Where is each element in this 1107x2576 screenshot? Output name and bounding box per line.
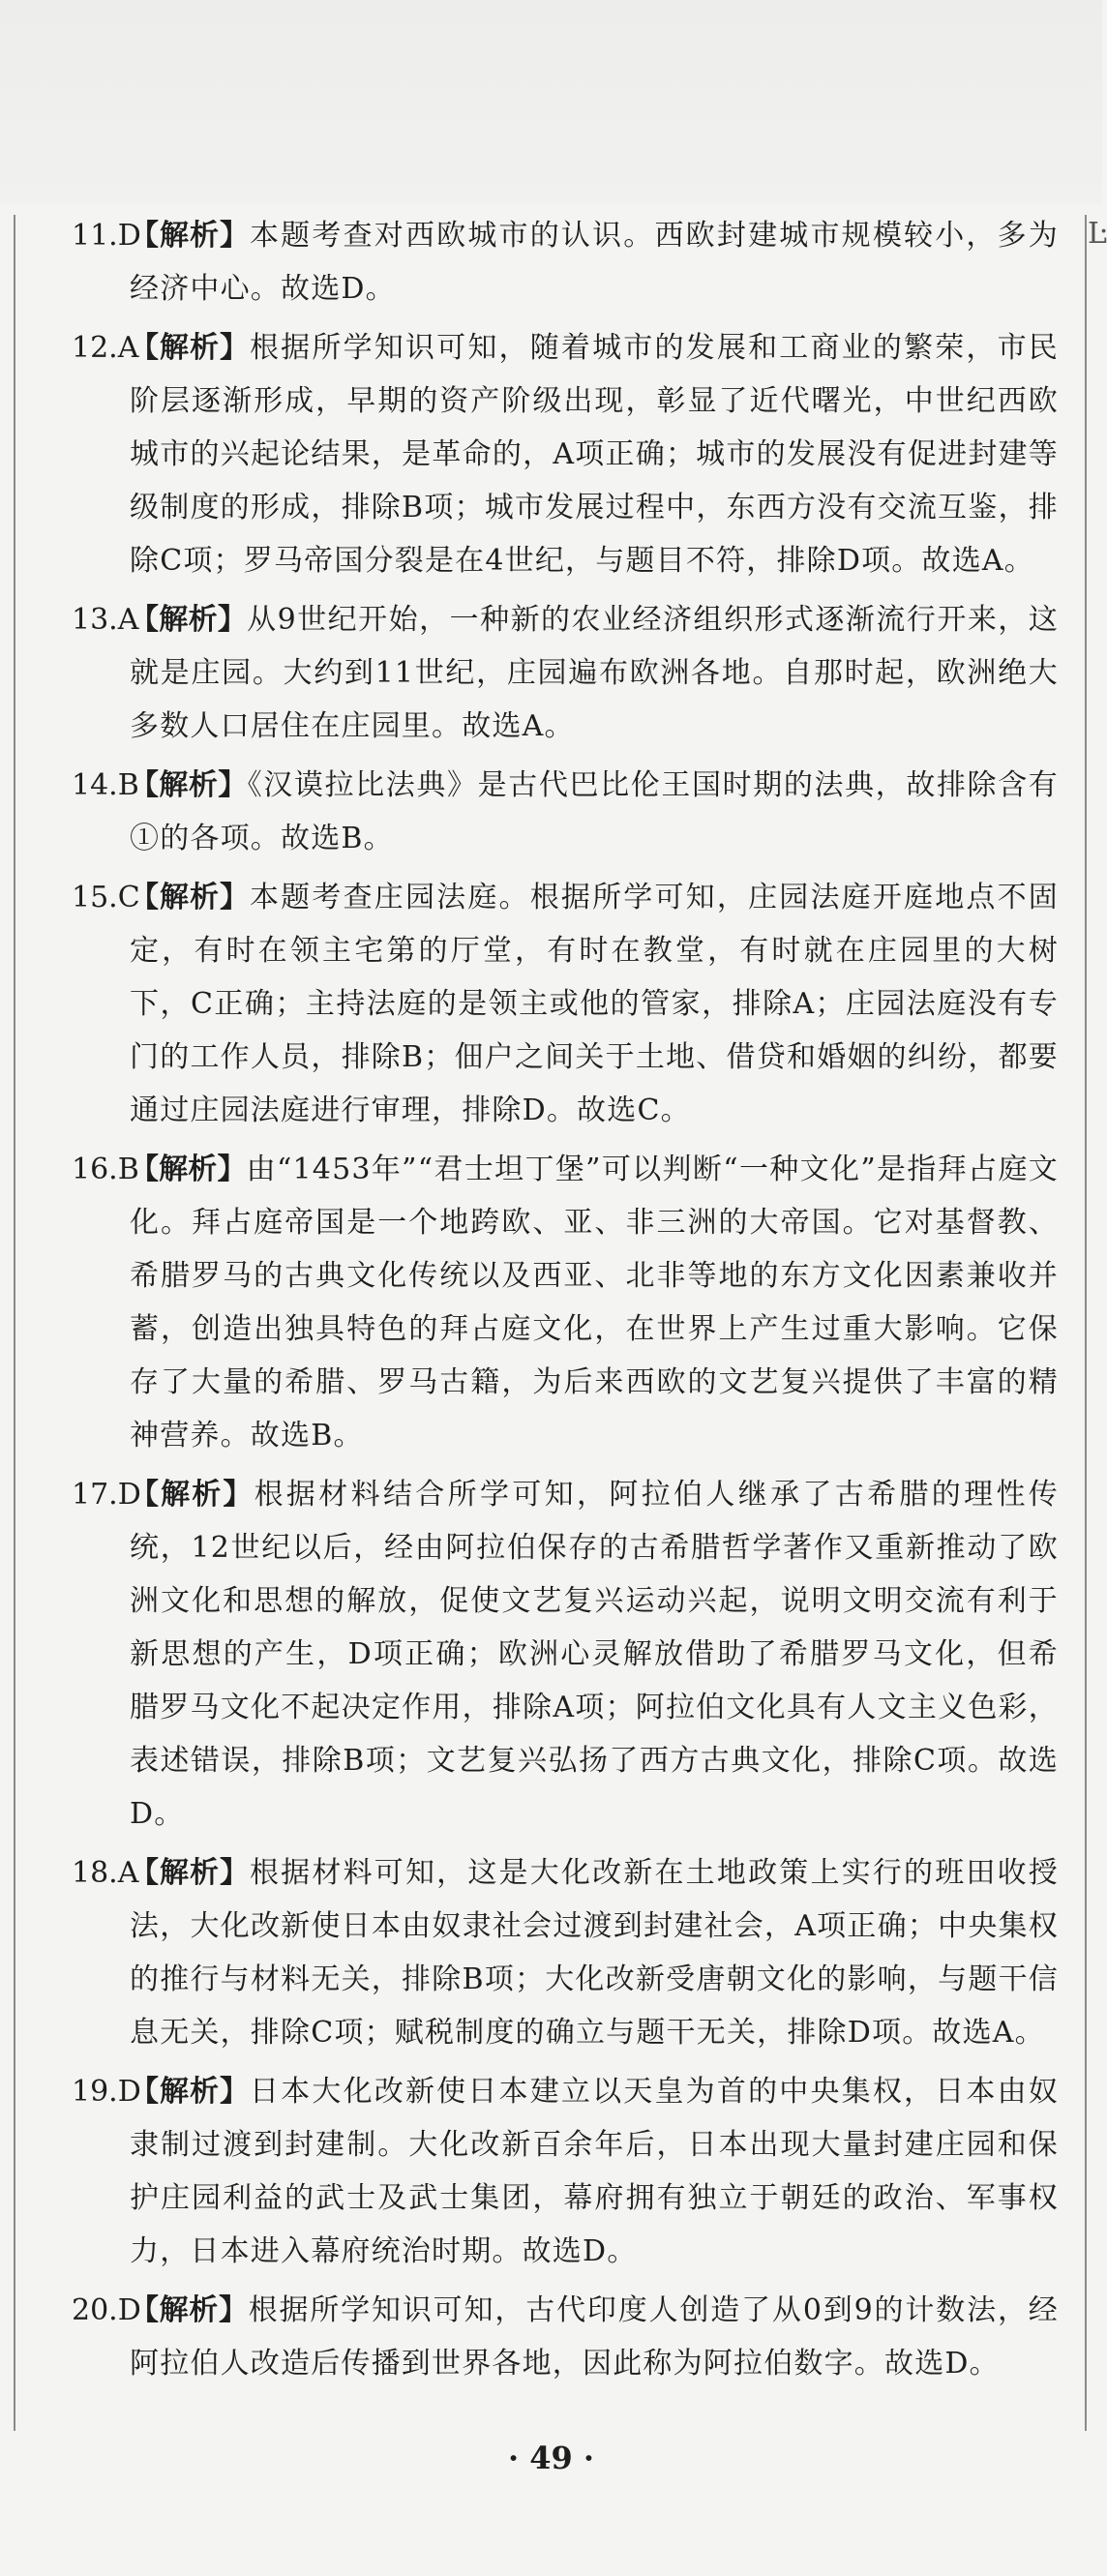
question-number: 17.D [72,1478,141,1512]
question-number: 15.C [72,881,140,914]
answer-item-15 [72,871,1059,1137]
right-margin-rule [1085,215,1087,2431]
analysis-body: 由“1453年”“君士坦丁堡”可以判断“一种文化”是指拜占庭文化。拜占庭帝国是一个地跨欧、亚、非三洲的大帝国。它对基督教、希腊罗马的古典文化传统以及西亚、北非等地的东方文化因素兼收并蓄，创造出独具特色的拜占庭文化，在世界上产生过重大影响。它保存了大量的希腊、罗马古籍，为后来西欧的文艺复兴提供了丰富的精神营养。故选B。 [130,1153,1060,1453]
question-number: 13.A [72,603,139,637]
analysis-body: 根据所学知识可知，古代印度人创造了从0到9的计数法，经阿拉伯人改造后传播到世界各地，因此称为阿拉伯数字。故选D。 [130,2293,1059,2381]
analysis-body: 《汉谟拉比法典》是古代巴比伦王国时期的法典，故排除含有①的各项。故选B。 [130,768,1060,855]
analysis-tag: 【解析】 [130,1856,250,1890]
answer-item-14 [72,759,1059,865]
analysis-body: 本题考查对西欧城市的认识。西欧封建城市规模较小，多为经济中心。故选D。 [130,219,1060,306]
left-margin-rule [14,215,15,2431]
page-number: · 49 · [507,2440,595,2476]
analysis-tag: 【解析】 [130,603,248,637]
analysis-body: 从9世纪开始，一种新的农业经济组织形式逐渐流行开来，这就是庄园。大约到11世纪，庄园遍布欧洲各地。自那时起，欧洲绝大多数人口居住在庄园里。故选A。 [130,603,1059,743]
answer-item-19 [72,2065,1059,2278]
answer-item-17 [72,1468,1059,1841]
cut-off-character: Ŀ [1088,217,1107,251]
analysis-tag: 【解析】 [130,768,248,802]
question-number: 18.A [72,1856,139,1890]
analysis-tag: 【解析】 [130,2075,250,2109]
answer-list [72,209,1059,2396]
question-number: 16.B [72,1153,139,1186]
answer-text [130,871,1059,1137]
analysis-body: 根据材料结合所学可知，阿拉伯人继承了古希腊的理性传统，12世纪以后，经由阿拉伯保存的古希腊哲学著作又重新推动了欧洲文化和思想的解放，促使文艺复兴运动兴起，说明文明交流有利于新思想的产生，D项正确；欧洲心灵解放借助了希腊罗马文化，但希腊罗马文化不起决定作用，排除A项；阿拉伯文化具有人文主义色彩，表述错误，排除B项；文艺复兴弘扬了西方古典文化，排除C项。故选D。 [130,1478,1060,1831]
analysis-body: 日本大化改新使日本建立以天皇为首的中央集权，日本由奴隶制过渡到封建制。大化改新百余年后，日本出现大量封建庄园和保护庄园利益的武士及武士集团，幕府拥有独立于朝廷的政治、军事权力，日本进入幕府统治时期。故选D。 [130,2075,1060,2268]
answer-text [130,1468,1059,1841]
answer-item-18 [72,1846,1059,2059]
answer-item-12 [72,321,1059,587]
question-number: 20.D [72,2293,141,2327]
analysis-tag: 【解析】 [130,2293,249,2327]
answer-text [130,2065,1059,2278]
answer-text [130,1846,1059,2059]
question-number: 12.A [72,331,139,365]
answer-item-20 [72,2284,1059,2390]
analysis-tag: 【解析】 [130,331,250,365]
question-number: 19.D [72,2075,141,2109]
answer-item-16 [72,1143,1059,1462]
analysis-tag: 【解析】 [130,219,250,253]
analysis-body: 根据材料可知，这是大化改新在土地政策上实行的班田收授法，大化改新使日本由奴隶社会过渡到封建社会，A项正确；中央集权的推行与材料无关，排除B项；大化改新受唐朝文化的影响，与题干信息无关，排除C项；赋税制度的确立与题干无关，排除D项。故选A。 [130,1856,1060,2050]
answer-text [130,593,1059,753]
answer-item-13 [72,593,1059,753]
answer-text [130,759,1059,865]
analysis-tag: 【解析】 [130,1478,254,1512]
analysis-body: 本题考查庄园法庭。根据所学可知，庄园法庭开庭地点不固定，有时在领主宅第的厅堂，有时在教堂，有时就在庄园里的大树下，C正确；主持法庭的是领主或他的管家，排除A；庄园法庭没有专门的工作人员，排除B；佃户之间关于土地、借贷和婚姻的纠纷，都要通过庄园法庭进行审理，排除D。故选C。 [130,881,1060,1127]
answer-item-11 [72,209,1059,315]
answer-text [130,1143,1059,1462]
analysis-tag: 【解析】 [130,881,250,914]
answer-text [130,209,1059,315]
question-number: 14.B [72,768,139,802]
answer-text [130,321,1059,587]
analysis-tag: 【解析】 [130,1153,247,1186]
answer-text [130,2284,1059,2390]
analysis-body: 根据所学知识可知，随着城市的发展和工商业的繁荣，市民阶层逐渐形成，早期的资产阶级出现，彰显了近代曙光，中世纪西欧城市的兴起论结果，是革命的，A项正确；城市的发展没有促进封建等级制度的形成，排除B项；城市发展过程中，东西方没有交流互鉴，排除C项；罗马帝国分裂是在4世纪，与题目不符，排除D项。故选A。 [130,331,1060,578]
question-number: 11.D [72,219,141,253]
